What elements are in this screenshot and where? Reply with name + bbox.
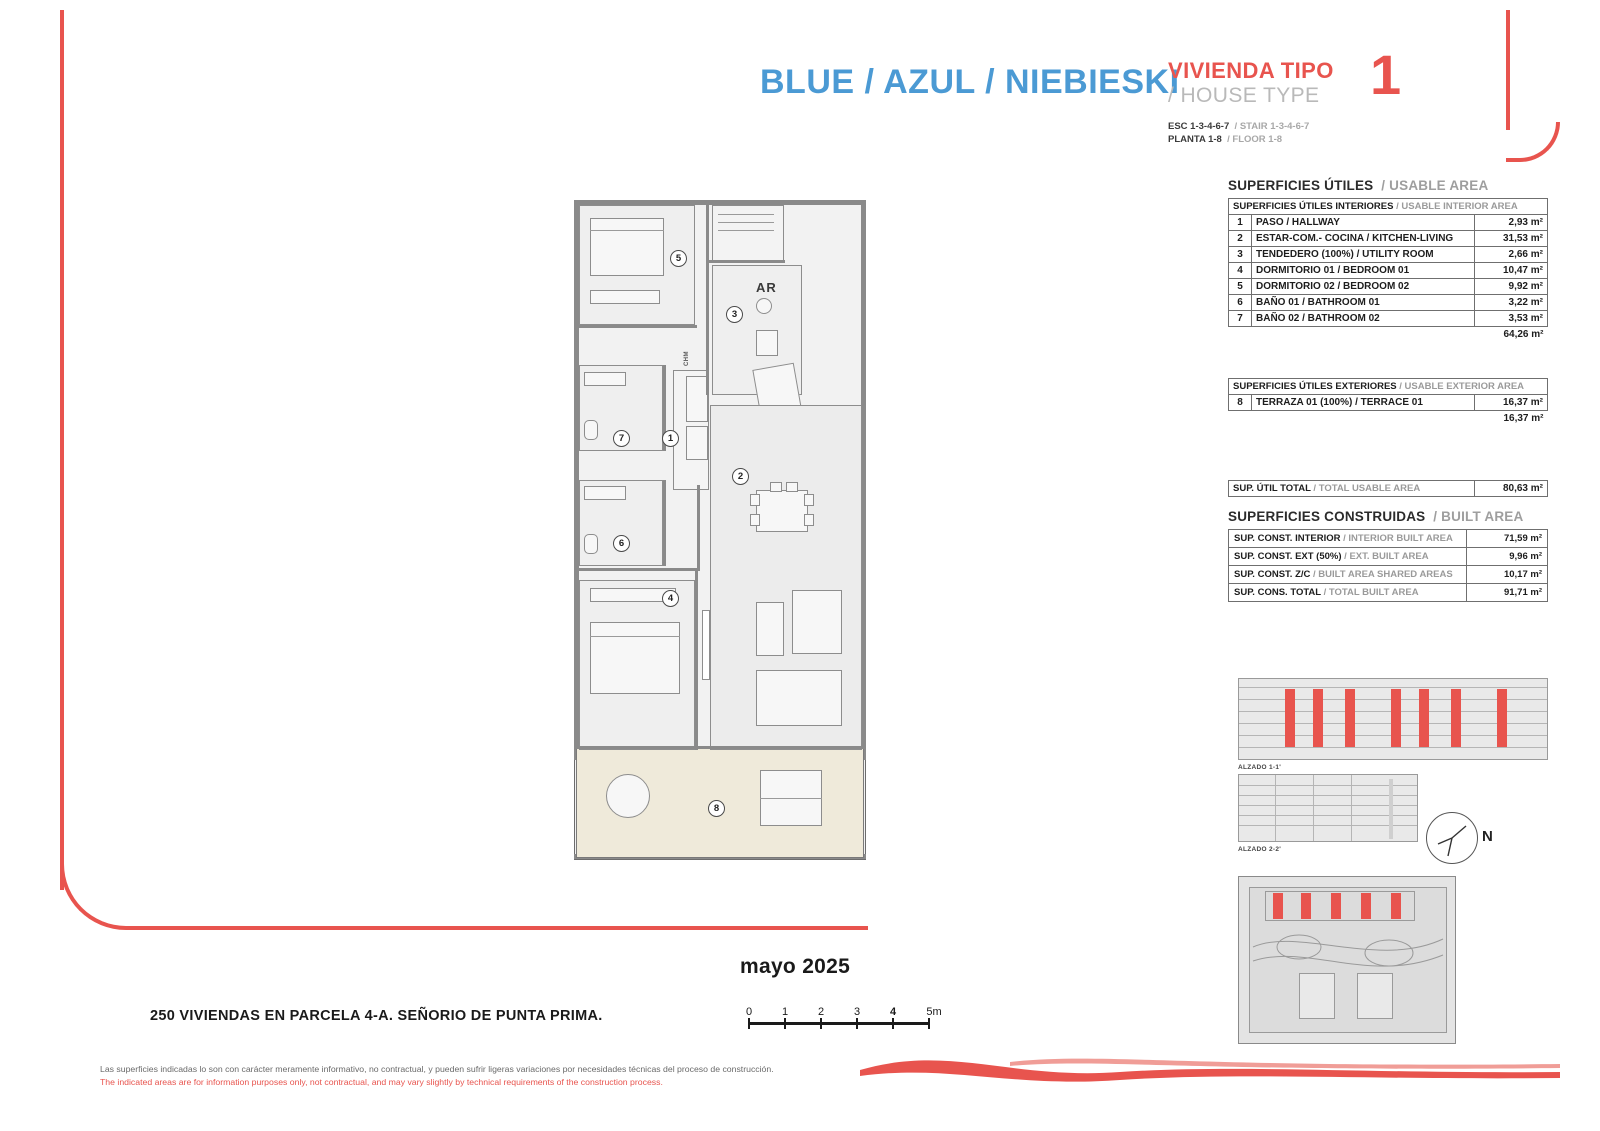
interior-total-row — [1229, 327, 1548, 343]
scale-tick-3: 3 — [853, 1006, 861, 1018]
house-type-label: / HOUSE TYPE — [1168, 84, 1320, 108]
footer-swoosh-graphic — [860, 1050, 1560, 1088]
table-row — [1229, 530, 1548, 548]
built-row-label-en: / EXT. BUILT AREA — [1344, 551, 1429, 562]
disclaimer-es: Las superficies indicadas lo son con carácter meramente informativo, no contractual, y pueden sufrir ligeras variaciones por necesidades técnicas del proceso de construcción. — [100, 1064, 774, 1074]
usable-total-label-es: SUP. ÚTIL TOTAL — [1233, 483, 1311, 494]
plan-marker-7: 7 — [613, 430, 630, 447]
frame-corner-top-right — [1506, 122, 1560, 162]
usable-interior-table — [1228, 198, 1548, 342]
floor-plan-drawing — [560, 190, 880, 880]
built-row-label-en: / TOTAL BUILT AREA — [1323, 587, 1419, 598]
built-area-title-en: / BUILT AREA — [1433, 509, 1524, 524]
built-area-title-es: SUPERFICIES CONSTRUIDAS — [1228, 509, 1426, 524]
scale-tick-1: 1 — [781, 1006, 789, 1018]
built-area-title — [1228, 509, 1548, 524]
row-value: 3,53 m² — [1475, 311, 1548, 327]
row-value: 31,53 m² — [1475, 231, 1548, 247]
elevation-1-caption: ALZADO 1-1' — [1238, 764, 1282, 771]
bed-01-furniture — [590, 622, 680, 694]
scale-bar-graphic — [740, 1008, 970, 1034]
dining-chair-5 — [770, 482, 782, 492]
plan-marker-8: 8 — [708, 800, 725, 817]
wall-hall-right — [697, 485, 700, 571]
wall-bath-01 — [663, 480, 666, 566]
tv-unit — [756, 670, 842, 726]
plan-marker-6: 6 — [613, 535, 630, 552]
plan-marker-1: 1 — [662, 430, 679, 447]
scale-bar-line — [748, 1022, 928, 1025]
row-label: DORMITORIO 02 / BEDROOM 02 — [1252, 279, 1475, 295]
row-label: BAÑO 01 / BATHROOM 01 — [1252, 295, 1475, 311]
usable-interior-subhead — [1229, 199, 1548, 215]
usable-interior-subhead-es: SUPERFICIES ÚTILES INTERIORES — [1233, 201, 1394, 212]
floor-line: PLANTA 1-8 / FLOOR 1-8 — [1168, 134, 1283, 145]
built-row-label-en: / INTERIOR BUILT AREA — [1343, 533, 1453, 544]
kitchen-cabinet-upper — [686, 376, 708, 422]
bed-02-pillow-line — [590, 230, 664, 231]
row-number: 4 — [1229, 263, 1252, 279]
row-label: TERRAZA 01 (100%) / TERRACE 01 — [1252, 395, 1475, 411]
table-row — [1229, 263, 1548, 279]
swoosh-icon — [860, 1050, 1560, 1088]
table-subhead-row — [1229, 379, 1548, 395]
frame-corner-bottom-left — [60, 860, 130, 930]
utility-shelf-2 — [718, 222, 774, 223]
table-row — [1229, 215, 1548, 231]
usable-exterior-table — [1228, 378, 1548, 426]
row-label: DORMITORIO 01 / BEDROOM 01 — [1252, 263, 1475, 279]
built-row-value: 91,71 m² — [1467, 584, 1548, 602]
floor-en: FLOOR 1-8 — [1232, 134, 1283, 145]
compass-north-label: N — [1482, 828, 1493, 845]
table-row — [1229, 279, 1548, 295]
row-label: TENDEDERO (100%) / UTILITY ROOM — [1252, 247, 1475, 263]
elevation-1-drawing — [1238, 678, 1548, 760]
built-row-label — [1229, 548, 1467, 566]
date-label: mayo 2025 — [740, 955, 851, 978]
areas-panel — [1228, 178, 1548, 602]
plan-marker-3: 3 — [726, 306, 743, 323]
wall-bedroom-01-top — [579, 568, 697, 571]
interior-total-value: 64,26 m² — [1503, 329, 1544, 340]
site-plan-drawing — [1238, 876, 1456, 1044]
usable-interior-subhead-en: / USABLE INTERIOR AREA — [1396, 201, 1518, 212]
usable-total-value: 80,63 m² — [1475, 481, 1548, 497]
usable-total-label — [1229, 481, 1475, 497]
usable-area-title — [1228, 178, 1548, 193]
wall-utility-bottom — [709, 260, 785, 263]
dining-table — [756, 490, 808, 532]
row-number: 8 — [1229, 395, 1252, 411]
scale-tick-0: 0 — [745, 1006, 753, 1018]
built-row-label — [1229, 584, 1467, 602]
bed-02-furniture — [590, 218, 664, 276]
usable-exterior-subhead-es: SUPERFICIES ÚTILES EXTERIORES — [1233, 381, 1397, 392]
fridge-furniture — [756, 330, 778, 356]
table-row — [1229, 584, 1548, 602]
table-row — [1229, 231, 1548, 247]
bath-01-toilet — [584, 534, 598, 554]
row-number: 7 — [1229, 311, 1252, 327]
built-row-value: 10,17 m² — [1467, 566, 1548, 584]
terrace-table — [606, 774, 650, 818]
plan-marker-5: 5 — [670, 250, 687, 267]
wall-kitchen-left — [706, 205, 709, 395]
frame-left-rule — [60, 10, 64, 890]
wall-bedroom-01-right — [695, 568, 698, 750]
scale-tick-4: 4 — [889, 1006, 897, 1018]
row-value: 2,66 m² — [1475, 247, 1548, 263]
table-subhead-row — [1229, 199, 1548, 215]
house-type-block — [1168, 59, 1368, 107]
row-number: 1 — [1229, 215, 1252, 231]
dining-chair-2 — [750, 514, 760, 526]
utility-shelf-3 — [718, 230, 774, 231]
usable-total-label-en: / TOTAL USABLE AREA — [1313, 483, 1421, 494]
row-value: 9,92 m² — [1475, 279, 1548, 295]
table-row — [1229, 566, 1548, 584]
table-row — [1229, 247, 1548, 263]
built-row-label-es: SUP. CONS. TOTAL — [1234, 587, 1321, 598]
disclaimer-en: The indicated areas are for information purposes only, not contractual, and may vary slightly by technical requirements of the construction process. — [100, 1076, 663, 1087]
row-number: 2 — [1229, 231, 1252, 247]
washer-label: CHM — [684, 351, 690, 366]
bath-02-sink — [584, 372, 626, 386]
appliance-label: AR — [756, 280, 777, 295]
row-number: 5 — [1229, 279, 1252, 295]
kitchen-cabinet-lower — [686, 426, 708, 460]
usable-exterior-subhead-en: / USABLE EXTERIOR AREA — [1399, 381, 1525, 392]
site-paths-icon — [1239, 877, 1456, 1044]
elevation-2-drawing — [1238, 774, 1418, 842]
bath-01-sink — [584, 486, 626, 500]
usable-exterior-subhead — [1229, 379, 1548, 395]
built-gap — [1228, 497, 1548, 509]
project-title: 250 VIVIENDAS EN PARCELA 4-A. SEÑORIO DE PUNTA PRIMA. — [150, 1008, 603, 1024]
dining-chair-6 — [786, 482, 798, 492]
wardrobe-02 — [590, 290, 660, 304]
compass-circle — [1426, 812, 1478, 864]
built-row-label-es: SUP. CONST. EXT (50%) — [1234, 551, 1342, 562]
elevation-2-caption: ALZADO 2-2' — [1238, 846, 1282, 853]
scale-tick-5: 5m — [926, 1006, 942, 1018]
coffee-table — [756, 602, 784, 656]
page-title: BLUE / AZUL / NIEBIESKI — [760, 63, 1180, 101]
row-label: BAÑO 02 / BATHROOM 02 — [1252, 311, 1475, 327]
plan-marker-4: 4 — [662, 590, 679, 607]
built-row-label — [1229, 530, 1467, 548]
built-row-value: 9,96 m² — [1467, 548, 1548, 566]
row-number: 6 — [1229, 295, 1252, 311]
built-row-label-en: / BUILT AREA SHARED AREAS — [1313, 569, 1453, 580]
plan-marker-2: 2 — [732, 468, 749, 485]
sheet-header — [740, 43, 1440, 165]
frame-top-right-rule — [1506, 10, 1510, 130]
built-row-label — [1229, 566, 1467, 584]
sofa — [792, 590, 842, 654]
exterior-total-value: 16,37 m² — [1503, 413, 1544, 424]
row-value: 2,93 m² — [1475, 215, 1548, 231]
usable-area-title-en: / USABLE AREA — [1381, 178, 1489, 193]
areas-gap — [1228, 342, 1548, 378]
row-number: 3 — [1229, 247, 1252, 263]
row-value: 3,22 m² — [1475, 295, 1548, 311]
wall-terrace-top — [576, 746, 866, 749]
built-row-label-es: SUP. CONST. INTERIOR — [1234, 533, 1341, 544]
terrace-lounger-line — [760, 798, 822, 799]
areas-gap-2 — [1228, 426, 1548, 480]
usable-total-table — [1228, 480, 1548, 497]
row-label: PASO / HALLWAY — [1252, 215, 1475, 231]
dining-chair-3 — [804, 494, 814, 506]
frame-bottom-rule — [128, 926, 868, 930]
stair-en: STAIR 1-3-4-6-7 — [1239, 121, 1310, 132]
compass-rose — [1426, 812, 1493, 864]
built-row-label-es: SUP. CONST. Z/C — [1234, 569, 1311, 580]
dining-chair-1 — [750, 494, 760, 506]
table-row — [1229, 311, 1548, 327]
utility-shelf-1 — [718, 214, 774, 215]
table-row — [1229, 548, 1548, 566]
exterior-total-row — [1229, 411, 1548, 427]
built-row-value: 71,59 m² — [1467, 530, 1548, 548]
usable-area-title-es: SUPERFICIES ÚTILES — [1228, 178, 1374, 193]
dining-chair-4 — [804, 514, 814, 526]
disclaimer-block — [100, 1063, 880, 1088]
bed-01-pillow-line — [590, 636, 680, 637]
bath-02-toilet — [584, 420, 598, 440]
row-value: 16,37 m² — [1475, 395, 1548, 411]
table-row — [1229, 395, 1548, 411]
house-type-number: 1 — [1370, 43, 1402, 106]
stair-es: ESC 1-3-4-6-7 — [1168, 121, 1230, 132]
row-value: 10,47 m² — [1475, 263, 1548, 279]
living-window — [702, 610, 710, 680]
row-label: ESTAR-COM.- COCINA / KITCHEN-LIVING — [1252, 231, 1475, 247]
appliance-circle — [756, 298, 772, 314]
wall-bedroom-02-bottom — [579, 325, 697, 328]
table-row — [1229, 481, 1548, 497]
scale-tick-2: 2 — [817, 1006, 825, 1018]
vivienda-tipo-label: VIVIENDA TIPO — [1168, 58, 1334, 83]
built-area-table — [1228, 529, 1548, 602]
table-row — [1229, 295, 1548, 311]
floor-es: PLANTA 1-8 — [1168, 134, 1222, 145]
stair-line: ESC 1-3-4-6-7 / STAIR 1-3-4-6-7 — [1168, 121, 1310, 132]
